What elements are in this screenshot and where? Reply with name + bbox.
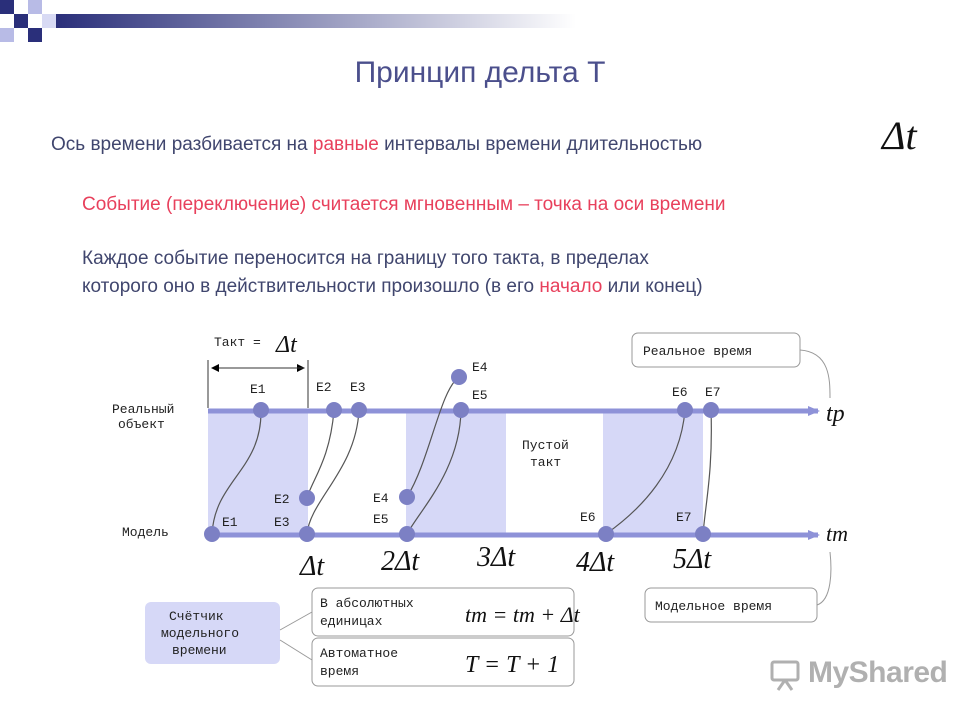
event-label-model-e6: E6	[580, 510, 596, 525]
event-label-model-e1: E1	[222, 515, 238, 530]
abs-units-formula: tm = tm + Δt	[465, 602, 580, 627]
event-dot-model-e5	[399, 526, 415, 542]
event-dot-model-e2	[299, 490, 315, 506]
event-dot-real-e6	[677, 402, 693, 418]
event-label-real-e3: E3	[350, 380, 366, 395]
link-e3	[307, 410, 359, 534]
link-e7	[703, 410, 711, 534]
tick-label-5: 5Δt	[673, 544, 712, 575]
link-e2	[307, 410, 334, 498]
event-label-real-e2: E2	[316, 380, 332, 395]
tick-label-2: 2Δt	[381, 546, 420, 577]
event-dot-model-e7	[695, 526, 711, 542]
auto-time-label-2: время	[320, 664, 360, 679]
logo-text: MyShared	[808, 656, 948, 689]
counter-label-3: времени	[172, 643, 227, 658]
event-dot-real-e5	[453, 402, 469, 418]
counter-leader-1	[280, 612, 312, 630]
event-label-real-e1: E1	[250, 382, 266, 397]
corner-square-5	[28, 28, 42, 42]
event-dot-model-e6	[598, 526, 614, 542]
event-label-real-e5: E5	[472, 388, 488, 403]
line3-before: которого оно в действительности произошло (в его	[82, 276, 540, 297]
empty-takt-label-2: такт	[530, 455, 562, 470]
event-label-real-e4: E4	[472, 360, 488, 375]
event-label-model-e7: E7	[676, 510, 692, 525]
counter-label-2: модельного	[161, 626, 240, 641]
tick-label-3: 3Δt	[477, 542, 516, 573]
model-label: Модель	[122, 525, 169, 540]
corner-square-2	[14, 14, 28, 28]
real-time-leader	[800, 350, 830, 398]
line3-after: или конец)	[602, 276, 703, 297]
model-time-callout-text: Модельное время	[655, 599, 773, 614]
auto-time-label-1: Автоматное	[320, 646, 399, 661]
event-dot-real-e7	[703, 402, 719, 418]
event-dot-real-e4	[451, 369, 467, 385]
event-label-model-e3: E3	[274, 515, 290, 530]
line3-highlight: начало	[539, 276, 603, 297]
event-label-real-e6: E6	[672, 385, 688, 400]
counter-label-1: Счётчик	[169, 609, 224, 624]
tick-label-4: 4Δt	[576, 547, 615, 578]
line1-after: интервалы времени длительностью	[378, 134, 703, 155]
auto-time-formula: T = T + 1	[465, 652, 560, 678]
line1-before: Ось времени разбивается на	[51, 134, 313, 155]
time-band-3	[406, 412, 506, 534]
real-object-label-2: объект	[118, 417, 165, 432]
corner-square-3	[28, 0, 42, 14]
model-time-leader	[817, 552, 831, 605]
corner-square-4	[0, 28, 14, 42]
event-label-model-e2: E2	[274, 492, 290, 507]
axis-label-real: tр	[826, 401, 845, 427]
event-dot-model-e1	[204, 526, 220, 542]
event-label-real-e7: E7	[705, 385, 721, 400]
text-line-transfer-1: Каждое событие переносится на границу того такта, в пределах	[82, 248, 649, 269]
real-time-callout-text: Реальное время	[643, 344, 753, 359]
event-dot-real-e3	[351, 402, 367, 418]
counter-leader-2	[280, 640, 312, 660]
event-dot-real-e1	[253, 402, 269, 418]
corner-square-1	[0, 0, 14, 14]
presentation-board-icon	[772, 662, 798, 690]
empty-takt-label-1: Пустой	[522, 438, 569, 453]
event-dot-model-e3	[299, 526, 315, 542]
header-bar	[56, 14, 576, 28]
takt-label: Такт =	[214, 335, 261, 350]
takt-symbol: Δt	[276, 332, 297, 358]
tick-label-1: Δt	[300, 551, 325, 582]
corner-square-6	[42, 14, 56, 28]
abs-units-label-1: В абсолютных	[320, 596, 414, 611]
event-dot-model-e4	[399, 489, 415, 505]
text-line-event: Событие (переключение) считается мгновенным – точка на оси времени	[82, 194, 726, 215]
event-label-model-e5: E5	[373, 512, 389, 527]
event-dot-real-e2	[326, 402, 342, 418]
delta-t-symbol: Δt	[882, 113, 917, 158]
slide-title: Принцип дельта T	[354, 56, 606, 89]
line1-highlight: равные	[312, 134, 379, 155]
event-label-model-e4: E4	[373, 491, 389, 506]
abs-units-label-2: единицах	[320, 614, 383, 629]
axis-label-model: tm	[826, 521, 848, 546]
real-object-label-1: Реальный	[112, 402, 175, 417]
